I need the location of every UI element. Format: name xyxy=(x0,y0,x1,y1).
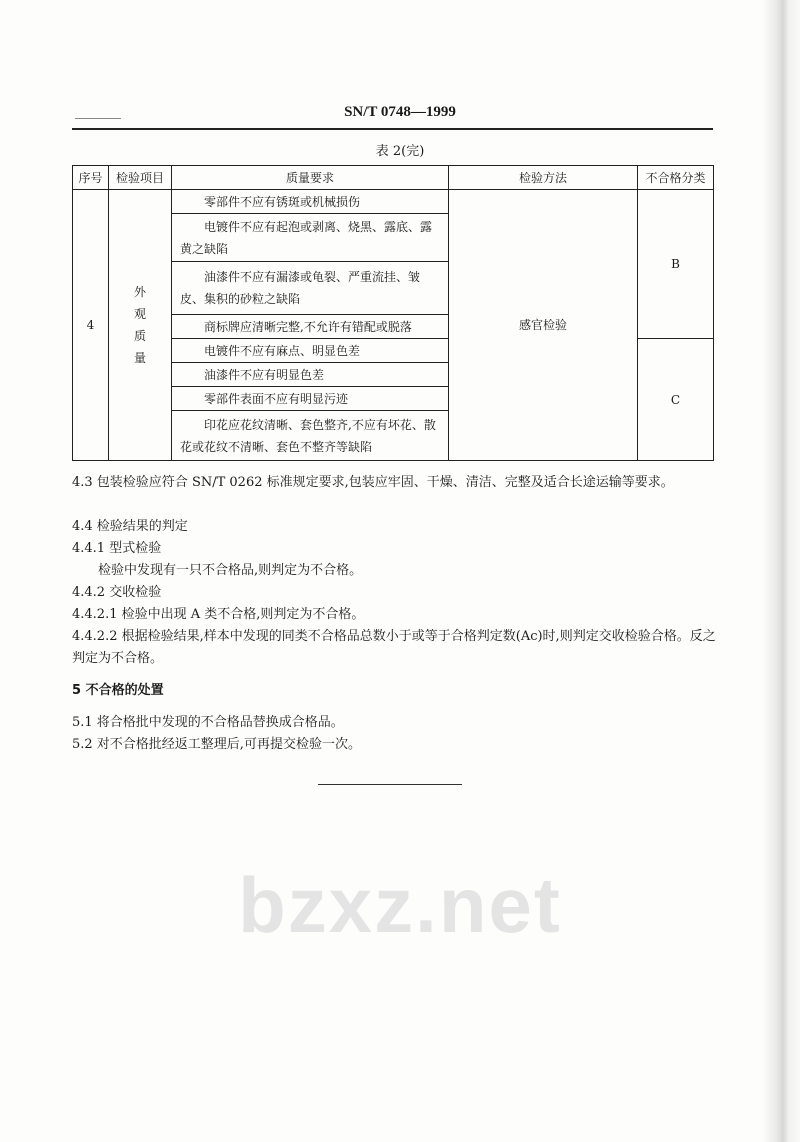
header-rule xyxy=(72,128,713,130)
clause-5-1: 5.1 将合格批中发现的不合格品替换成合格品。 xyxy=(72,715,344,730)
clause-4-4-2-1: 4.4.2.1 检验中出现 A 类不合格,则判定为不合格。 xyxy=(72,607,365,622)
clause-4-4-1-text: 检验中发现有一只不合格品,则判定为不合格。 xyxy=(98,563,363,578)
watermark: bzxz.net xyxy=(238,861,562,949)
scan-edge xyxy=(762,0,800,1142)
end-rule xyxy=(318,784,462,785)
clause-4-4: 4.4 检验结果的判定 xyxy=(72,519,188,534)
col-header: 质量要求 xyxy=(172,166,449,190)
requirement-cell: 油漆件不应有漏漆或龟裂、严重流挂、皱皮、集积的砂粒之缺陷 xyxy=(172,262,449,315)
col-header: 检验方法 xyxy=(449,166,638,190)
standard-number: SN/T 0748—1999 xyxy=(344,104,456,120)
clause-4-4-2-2: 4.4.2.2 根据检验结果,样本中发现的同类不合格品总数小于或等于合格判定数(Ac)时,则判定交收检验合格。反之判定为不合格。 xyxy=(72,629,716,666)
class-b-cell: B xyxy=(638,190,714,339)
col-header: 序号 xyxy=(73,166,109,190)
requirement-cell: 商标牌应清晰完整,不允许有错配或脱落 xyxy=(172,315,449,339)
class-c-cell: C xyxy=(638,339,714,461)
section-5-title: 5 不合格的处置 xyxy=(72,683,164,698)
requirement-cell: 电镀件不应有麻点、明显色差 xyxy=(172,339,449,363)
clause-4-4-1: 4.4.1 型式检验 xyxy=(72,541,162,556)
quality-table xyxy=(72,165,714,461)
col-header: 不合格分类 xyxy=(638,166,714,190)
requirement-cell: 零部件不应有锈斑或机械损伤 xyxy=(172,190,449,214)
item-cell xyxy=(109,190,172,461)
method-cell: 感官检验 xyxy=(449,190,638,461)
requirement-cell: 零部件表面不应有明显污迹 xyxy=(172,387,449,411)
clause-4-4-2: 4.4.2 交收检验 xyxy=(72,585,162,600)
table-row xyxy=(73,190,714,214)
clause-4-3: 4.3 包装检验应符合 SN/T 0262 标准规定要求,包装应牢固、干燥、清洁、完整及适合长途运输等要求。 xyxy=(72,475,674,490)
table-caption: 表 2(完) xyxy=(375,144,425,159)
requirement-cell: 电镀件不应有起泡或剥离、烧黑、露底、露黄之缺陷 xyxy=(172,214,449,262)
requirement-cell: 油漆件不应有明显色差 xyxy=(172,363,449,387)
item-label: 外观质量 xyxy=(134,285,147,365)
seq-cell: 4 xyxy=(73,190,109,461)
requirement-cell: 印花应花纹清晰、套色整齐,不应有坏花、散花或花纹不清晰、套色不整齐等缺陷 xyxy=(172,411,449,461)
table-header-row xyxy=(73,166,714,190)
col-header: 检验项目 xyxy=(109,166,172,190)
clause-5-2: 5.2 对不合格批经返工整理后,可再提交检验一次。 xyxy=(72,737,361,752)
